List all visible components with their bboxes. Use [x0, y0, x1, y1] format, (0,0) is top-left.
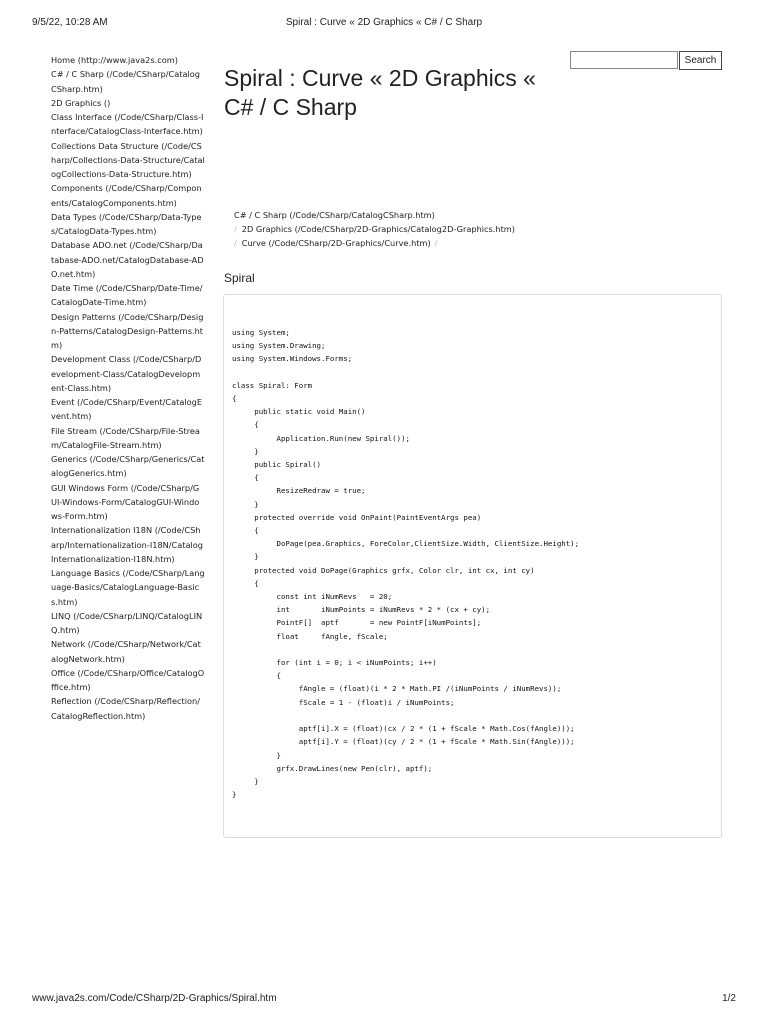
breadcrumb-separator: /	[234, 238, 237, 248]
breadcrumb-item-curve[interactable]: Curve (/Code/CSharp/2D-Graphics/Curve.htm)	[241, 238, 431, 248]
sidebar-item-class-interface[interactable]: Class Interface (/Code/CSharp/Class-Interface/CatalogClass-Interface.htm)	[51, 112, 204, 137]
sidebar-item-reflection[interactable]: Reflection (/Code/CSharp/Reflection/CatalogReflection.htm)	[51, 696, 200, 721]
breadcrumb-separator: /	[234, 224, 237, 234]
sidebar-item-home[interactable]: Home (http://www.java2s.com)	[51, 55, 178, 65]
sidebar-item-date-time[interactable]: Date Time (/Code/CSharp/Date-Time/CatalogDate-Time.htm)	[51, 283, 203, 308]
code-listing: using System; using System.Drawing; using System.Windows.Forms; class Spiral: Form { public static void Main() { Application.Run(new Spiral()); } public Spiral() { ResizeRedraw = true; } protected override void OnPaint(PaintEventArgs pea) { DoPage(pea.Graphics, ForeColor,ClientSize.Width, ClientSize.Height); } protected void DoPage(Graphics grfx, Color clr, int cx, int cy) { const int iNumRevs = 20; int iNumPoints = iNumRevs * 2 * (cx + cy); PointF[] aptf = new PointF[iNumPoints]; float fAngle, fScale; for (int i = 0; i < iNumPoints; i++) { fAngle = (float)(i * 2 * Math.PI /(iNumPoints / iNumRevs)); fScale = 1 - (float)i / iNumPoints; aptf[i].X = (float)(cx / 2 * (1 + fScale * Math.Cos(fAngle))); aptf[i].Y = (float)(cy / 2 * (1 + fScale * Math.Sin(fAngle))); } grfx.DrawLines(new Pen(clr), aptf); } }	[232, 328, 580, 800]
sidebar-item-components[interactable]: Components (/Code/CSharp/Components/CatalogComponents.htm)	[51, 183, 202, 208]
sidebar-item-gui-windows-form[interactable]: GUI Windows Form (/Code/CSharp/GUI-Windows-Form/CatalogGUI-Windows-Form.htm)	[51, 482, 200, 521]
sidebar-item-event[interactable]: Event (/Code/CSharp/Event/CatalogEvent.htm)	[51, 397, 203, 422]
sidebar-item-network[interactable]: Network (/Code/CSharp/Network/CatalogNetwork.htm)	[51, 639, 201, 664]
search-input[interactable]	[570, 51, 678, 69]
sidebar-item-2d-graphics[interactable]: 2D Graphics ()	[51, 97, 111, 108]
section-heading: Spiral	[224, 271, 255, 285]
sidebar-item-data-types[interactable]: Data Types (/Code/CSharp/Data-Types/CatalogData-Types.htm)	[51, 211, 202, 236]
breadcrumb-item-2d-graphics[interactable]: 2D Graphics (/Code/CSharp/2D-Graphics/Catalog2D-Graphics.htm)	[241, 224, 515, 234]
print-page-title: Spiral : Curve « 2D Graphics « C# / C Sharp	[285, 17, 483, 28]
sidebar-item-linq[interactable]: LINQ (/Code/CSharp/LINQ/CatalogLINQ.htm)	[51, 610, 203, 635]
sidebar-item-file-stream[interactable]: File Stream (/Code/CSharp/File-Stream/CatalogFile-Stream.htm)	[51, 425, 200, 450]
sidebar-item-collections[interactable]: Collections Data Structure (/Code/CSharp/Collections-Data-Structure/CatalogCollections-Data-Structure.htm)	[51, 140, 205, 179]
page-title: Spiral : Curve « 2D Graphics « C# / C Sharp	[224, 65, 536, 120]
sidebar-item-i18n[interactable]: Internationalization I18N (/Code/CSharp/Internationalization-I18N/CatalogInternationalization-I18N.htm)	[51, 525, 203, 564]
sidebar-nav	[51, 53, 205, 723]
sidebar-item-development-class[interactable]: Development Class (/Code/CSharp/Development-Class/CatalogDevelopment-Class.htm)	[51, 354, 202, 393]
print-footer-url: www.java2s.com/Code/CSharp/2D-Graphics/Spiral.htm	[32, 993, 277, 1004]
sidebar-item-csharp[interactable]: C# / C Sharp (/Code/CSharp/CatalogCSharp.htm)	[51, 69, 200, 94]
code-block	[223, 294, 722, 838]
print-page-number: 1/2	[722, 993, 736, 1004]
sidebar-item-database[interactable]: Database ADO.net (/Code/CSharp/Database-ADO.net/CatalogDatabase-ADO.net.htm)	[51, 240, 204, 279]
sidebar-item-design-patterns[interactable]: Design Patterns (/Code/CSharp/Design-Patterns/CatalogDesign-Patterns.htm)	[51, 311, 204, 350]
breadcrumb-item-csharp[interactable]: C# / C Sharp (/Code/CSharp/CatalogCSharp.htm)	[234, 210, 435, 220]
breadcrumb	[234, 208, 694, 250]
breadcrumb-separator: /	[434, 238, 438, 248]
sidebar-item-generics[interactable]: Generics (/Code/CSharp/Generics/CatalogGenerics.htm)	[51, 454, 205, 479]
print-datetime: 9/5/22, 10:28 AM	[32, 17, 108, 28]
sidebar-item-language-basics[interactable]: Language Basics (/Code/CSharp/Language-Basics/CatalogLanguage-Basics.htm)	[51, 568, 205, 607]
sidebar-item-office[interactable]: Office (/Code/CSharp/Office/CatalogOffice.htm)	[51, 667, 205, 692]
search-button[interactable]: Search	[679, 51, 722, 70]
